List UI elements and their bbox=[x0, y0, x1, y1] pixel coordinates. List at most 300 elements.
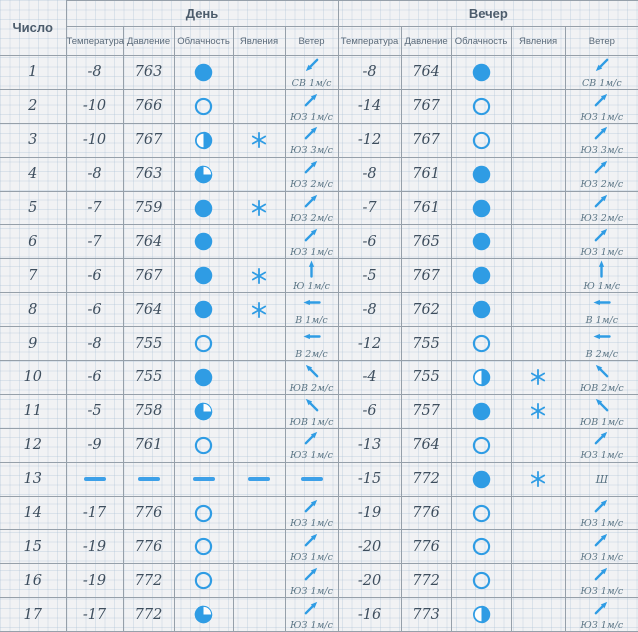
wind-arrow-icon bbox=[303, 124, 320, 141]
cloud-overcast-icon bbox=[471, 164, 492, 185]
day-temperature-cell: -19 bbox=[66, 530, 123, 564]
day-pressure-cell: 761 bbox=[123, 428, 174, 462]
evening-cloudiness-cell bbox=[451, 428, 511, 462]
wind-direction-label: ЮВ 1м/с bbox=[289, 416, 334, 428]
cloud-overcast-icon bbox=[471, 198, 492, 219]
wind-arrow-icon bbox=[303, 362, 320, 379]
evening-cloudiness-cell bbox=[451, 225, 511, 259]
day-wind-cell bbox=[285, 293, 338, 327]
evening-temperature-cell: -13 bbox=[338, 428, 401, 462]
wind-direction-label: ЮВ 2м/с bbox=[579, 382, 624, 394]
day-temperature-cell: -17 bbox=[66, 598, 123, 632]
evening-temperature-cell: -8 bbox=[338, 56, 401, 90]
cloud-overcast-icon bbox=[193, 265, 214, 286]
wind-direction-label: ЮЗ 1м/с bbox=[290, 111, 333, 123]
day-phenomena-cell bbox=[233, 225, 285, 259]
table-body bbox=[0, 56, 638, 632]
evening-pressure-cell: 764 bbox=[401, 428, 451, 462]
date-cell: 4 bbox=[0, 157, 66, 191]
evening-temperature-cell: -12 bbox=[338, 327, 401, 361]
day-pressure-cell: 766 bbox=[123, 89, 174, 123]
evening-phenomena-cell bbox=[511, 394, 565, 428]
cloud-clear-icon bbox=[193, 570, 214, 591]
wind-direction-label: ЮВ 2м/с bbox=[289, 382, 334, 394]
day-temperature-cell: -6 bbox=[66, 293, 123, 327]
wind-arrow-icon bbox=[300, 257, 324, 281]
evening-cloudiness-cell bbox=[451, 530, 511, 564]
wind-arrow-icon bbox=[303, 192, 320, 209]
day-cloudiness-cell bbox=[174, 394, 233, 428]
column-header-evening-wind: Ветер bbox=[565, 27, 638, 56]
day-phenomena-cell bbox=[233, 598, 285, 632]
day-wind-cell bbox=[285, 157, 338, 191]
day-wind-cell bbox=[285, 327, 338, 361]
cloud-overcast-icon bbox=[193, 299, 214, 320]
evening-temperature-cell: -8 bbox=[338, 293, 401, 327]
wind-direction-label: СВ 1м/с bbox=[581, 77, 622, 89]
wind-arrow-icon bbox=[593, 531, 610, 548]
day-wind-cell bbox=[285, 89, 338, 123]
cloud-overcast-icon bbox=[193, 367, 214, 388]
wind-arrow-icon bbox=[590, 290, 614, 314]
day-phenomena-cell bbox=[233, 530, 285, 564]
evening-wind-cell bbox=[565, 225, 638, 259]
day-wind-cell bbox=[285, 462, 338, 496]
evening-phenomena-cell bbox=[511, 191, 565, 225]
column-header-day-pressure: Давление bbox=[123, 27, 174, 56]
evening-phenomena-cell bbox=[511, 327, 565, 361]
snowfall-icon bbox=[529, 470, 547, 488]
evening-phenomena-cell bbox=[511, 259, 565, 293]
evening-temperature-cell: -5 bbox=[338, 259, 401, 293]
date-cell: 16 bbox=[0, 564, 66, 598]
table-row bbox=[0, 56, 638, 90]
day-cloudiness-cell bbox=[174, 259, 233, 293]
evening-temperature-cell: -20 bbox=[338, 564, 401, 598]
day-wind-cell bbox=[285, 496, 338, 530]
evening-pressure-cell: 772 bbox=[401, 564, 451, 598]
wind-arrow-icon bbox=[303, 57, 320, 74]
evening-pressure-cell: 767 bbox=[401, 89, 451, 123]
wind-arrow-icon bbox=[303, 531, 320, 548]
date-cell: 9 bbox=[0, 327, 66, 361]
wind-arrow-icon bbox=[593, 599, 610, 616]
cloud-clear-icon bbox=[193, 435, 214, 456]
evening-temperature-cell: -6 bbox=[338, 225, 401, 259]
day-cloudiness-cell bbox=[174, 462, 233, 496]
day-wind-cell bbox=[285, 598, 338, 632]
wind-arrow-icon bbox=[303, 429, 320, 446]
snowfall-icon bbox=[529, 402, 547, 420]
evening-pressure-cell: 773 bbox=[401, 598, 451, 632]
day-phenomena-cell bbox=[233, 361, 285, 395]
day-temperature-cell: -6 bbox=[66, 259, 123, 293]
day-temperature-cell: -5 bbox=[66, 394, 123, 428]
table-row bbox=[0, 462, 638, 496]
day-wind-cell bbox=[285, 428, 338, 462]
cloud-clear-icon bbox=[193, 536, 214, 557]
day-phenomena-cell bbox=[233, 428, 285, 462]
day-phenomena-cell bbox=[233, 496, 285, 530]
evening-phenomena-cell bbox=[511, 157, 565, 191]
wind-direction-label: ЮЗ 1м/с bbox=[580, 552, 624, 564]
evening-wind-cell bbox=[565, 496, 638, 530]
evening-cloudiness-cell bbox=[451, 496, 511, 530]
day-temperature-cell: -19 bbox=[66, 564, 123, 598]
evening-pressure-cell: 776 bbox=[401, 496, 451, 530]
wind-direction-label: ЮЗ 1м/с bbox=[580, 450, 624, 462]
table-row bbox=[0, 157, 638, 191]
day-cloudiness-cell bbox=[174, 598, 233, 632]
column-header-day-wind: Ветер bbox=[285, 27, 338, 56]
evening-cloudiness-cell bbox=[451, 89, 511, 123]
wind-arrow-icon bbox=[300, 324, 324, 348]
cloud-clear-icon bbox=[471, 570, 492, 591]
day-wind-cell bbox=[285, 225, 338, 259]
cloud-overcast-icon bbox=[193, 231, 214, 252]
evening-temperature-cell: -6 bbox=[338, 394, 401, 428]
cloud-mostly-icon bbox=[193, 604, 214, 625]
wind-direction-label: СВ 1м/с bbox=[291, 77, 332, 89]
day-temperature-cell: -8 bbox=[66, 157, 123, 191]
wind-direction-label: ЮЗ 2м/с bbox=[580, 213, 624, 225]
date-cell: 11 bbox=[0, 394, 66, 428]
evening-cloudiness-cell bbox=[451, 157, 511, 191]
cloud-clear-icon bbox=[471, 333, 492, 354]
day-phenomena-cell bbox=[233, 123, 285, 157]
date-cell: 15 bbox=[0, 530, 66, 564]
wind-arrow-icon bbox=[593, 396, 610, 413]
table-row bbox=[0, 394, 638, 428]
wind-direction-label: ЮЗ 1м/с bbox=[580, 518, 624, 530]
evening-wind-cell bbox=[565, 259, 638, 293]
column-header-evening-pressure: Давление bbox=[401, 27, 451, 56]
evening-cloudiness-cell bbox=[451, 259, 511, 293]
day-temperature-cell: -10 bbox=[66, 123, 123, 157]
evening-cloudiness-cell bbox=[451, 462, 511, 496]
day-phenomena-cell bbox=[233, 89, 285, 123]
date-cell: 13 bbox=[0, 462, 66, 496]
wind-direction-label: Ю 1м/с bbox=[293, 281, 330, 293]
wind-direction-label: ЮЗ 1м/с bbox=[580, 619, 624, 631]
day-pressure-cell: 764 bbox=[123, 293, 174, 327]
cloud-overcast-icon bbox=[193, 62, 214, 83]
day-temperature-cell: -9 bbox=[66, 428, 123, 462]
day-cloudiness-cell bbox=[174, 89, 233, 123]
evening-cloudiness-cell bbox=[451, 598, 511, 632]
wind-direction-label: ЮЗ 1м/с bbox=[290, 247, 333, 259]
evening-pressure-cell: 755 bbox=[401, 361, 451, 395]
snowfall-icon bbox=[250, 199, 268, 217]
day-cloudiness-cell bbox=[174, 56, 233, 90]
day-cloudiness-cell bbox=[174, 123, 233, 157]
evening-wind-cell bbox=[565, 157, 638, 191]
table-row bbox=[0, 89, 638, 123]
evening-temperature-cell: -16 bbox=[338, 598, 401, 632]
no-data-dash-icon bbox=[301, 477, 323, 481]
day-cloudiness-cell bbox=[174, 191, 233, 225]
day-temperature-cell: -8 bbox=[66, 327, 123, 361]
day-cloudiness-cell bbox=[174, 327, 233, 361]
cloud-overcast-icon bbox=[471, 469, 492, 490]
evening-temperature-cell: -15 bbox=[338, 462, 401, 496]
evening-temperature-cell: -20 bbox=[338, 530, 401, 564]
evening-pressure-cell: 761 bbox=[401, 191, 451, 225]
table-header bbox=[0, 1, 638, 56]
day-wind-cell bbox=[285, 123, 338, 157]
evening-temperature-cell: -8 bbox=[338, 157, 401, 191]
wind-direction-label: В 1м/с bbox=[585, 314, 619, 326]
date-cell: 17 bbox=[0, 598, 66, 632]
wind-arrow-icon bbox=[593, 226, 610, 243]
wind-direction-label: В 2м/с bbox=[295, 348, 328, 360]
no-data-dash-icon bbox=[138, 477, 160, 481]
cloud-clear-icon bbox=[471, 130, 492, 151]
date-cell: 12 bbox=[0, 428, 66, 462]
wind-arrow-icon bbox=[593, 362, 610, 379]
evening-phenomena-cell bbox=[511, 225, 565, 259]
day-pressure-cell: 755 bbox=[123, 361, 174, 395]
cloud-overcast-icon bbox=[471, 401, 492, 422]
wind-direction-label: ЮЗ 3м/с bbox=[580, 145, 624, 157]
cloud-mostly-icon bbox=[193, 401, 214, 422]
wind-arrow-icon bbox=[590, 257, 614, 281]
snowfall-icon bbox=[250, 301, 268, 319]
evening-wind-cell bbox=[565, 564, 638, 598]
cloud-half-icon bbox=[471, 604, 492, 625]
evening-wind-cell bbox=[565, 428, 638, 462]
day-cloudiness-cell bbox=[174, 157, 233, 191]
wind-direction-label: ЮЗ 1м/с bbox=[290, 552, 333, 564]
column-header-date: Число bbox=[0, 1, 66, 56]
no-data-dash-icon bbox=[84, 477, 106, 481]
day-wind-cell bbox=[285, 259, 338, 293]
table-row bbox=[0, 428, 638, 462]
evening-wind-cell bbox=[565, 89, 638, 123]
wind-direction-label: ЮЗ 1м/с bbox=[580, 586, 624, 598]
snowfall-icon bbox=[250, 267, 268, 285]
cloud-clear-icon bbox=[471, 536, 492, 557]
day-pressure-cell: 755 bbox=[123, 327, 174, 361]
day-cloudiness-cell bbox=[174, 361, 233, 395]
cloud-overcast-icon bbox=[471, 231, 492, 252]
wind-direction-label: Ю 1м/с bbox=[583, 281, 621, 293]
evening-wind-cell bbox=[565, 462, 638, 496]
cloud-overcast-icon bbox=[471, 299, 492, 320]
cloud-overcast-icon bbox=[471, 62, 492, 83]
evening-pressure-cell: 776 bbox=[401, 530, 451, 564]
column-header-evening-cloudiness: Облачность bbox=[451, 27, 511, 56]
evening-phenomena-cell bbox=[511, 123, 565, 157]
wind-direction-label: ЮЗ 3м/с bbox=[290, 145, 333, 157]
wind-direction-label: ЮВ 1м/с bbox=[579, 416, 624, 428]
table-row bbox=[0, 123, 638, 157]
day-phenomena-cell bbox=[233, 293, 285, 327]
evening-phenomena-cell bbox=[511, 89, 565, 123]
evening-phenomena-cell bbox=[511, 564, 565, 598]
table-row bbox=[0, 530, 638, 564]
wind-arrow-icon bbox=[303, 226, 320, 243]
cloud-half-icon bbox=[471, 367, 492, 388]
day-temperature-cell: -7 bbox=[66, 225, 123, 259]
evening-cloudiness-cell bbox=[451, 327, 511, 361]
day-cloudiness-cell bbox=[174, 293, 233, 327]
table-row bbox=[0, 598, 638, 632]
day-pressure-cell: 759 bbox=[123, 191, 174, 225]
day-phenomena-cell bbox=[233, 394, 285, 428]
date-cell: 8 bbox=[0, 293, 66, 327]
group-header-day: День bbox=[66, 1, 338, 27]
evening-wind-cell bbox=[565, 394, 638, 428]
day-pressure-cell: 758 bbox=[123, 394, 174, 428]
evening-temperature-cell: -19 bbox=[338, 496, 401, 530]
cloud-mostly-icon bbox=[193, 164, 214, 185]
day-pressure-cell: 776 bbox=[123, 530, 174, 564]
date-cell: 1 bbox=[0, 56, 66, 90]
day-cloudiness-cell bbox=[174, 496, 233, 530]
wind-arrow-icon bbox=[593, 192, 610, 209]
column-header-day-temperature: Температура bbox=[66, 27, 123, 56]
day-wind-cell bbox=[285, 56, 338, 90]
group-header-evening: Вечер bbox=[338, 1, 638, 27]
day-pressure-cell: 764 bbox=[123, 225, 174, 259]
wind-arrow-icon bbox=[303, 91, 320, 108]
cloud-clear-icon bbox=[471, 503, 492, 524]
cloud-clear-icon bbox=[471, 96, 492, 117]
day-wind-cell bbox=[285, 564, 338, 598]
evening-pressure-cell: 761 bbox=[401, 157, 451, 191]
wind-direction-label: ЮЗ 1м/с bbox=[580, 247, 624, 259]
evening-wind-cell bbox=[565, 598, 638, 632]
wind-arrow-icon bbox=[300, 290, 324, 314]
cloud-clear-icon bbox=[193, 333, 214, 354]
wind-direction-label: В 1м/с bbox=[295, 314, 328, 326]
day-phenomena-cell bbox=[233, 191, 285, 225]
day-temperature-cell: -17 bbox=[66, 496, 123, 530]
wind-direction-label: ЮЗ 1м/с bbox=[290, 619, 333, 631]
wind-arrow-icon bbox=[593, 57, 610, 74]
table-row bbox=[0, 327, 638, 361]
day-cloudiness-cell bbox=[174, 225, 233, 259]
evening-wind-cell bbox=[565, 530, 638, 564]
day-pressure-cell: 763 bbox=[123, 56, 174, 90]
table-row bbox=[0, 225, 638, 259]
wind-direction-label: ЮЗ 2м/с bbox=[290, 179, 333, 191]
evening-wind-cell bbox=[565, 191, 638, 225]
wind-arrow-icon bbox=[593, 124, 610, 141]
evening-cloudiness-cell bbox=[451, 293, 511, 327]
day-phenomena-cell bbox=[233, 56, 285, 90]
wind-direction-label: ЮЗ 2м/с bbox=[290, 213, 333, 225]
evening-pressure-cell: 767 bbox=[401, 259, 451, 293]
wind-arrow-icon bbox=[303, 497, 320, 514]
no-data-dash-icon bbox=[248, 477, 270, 481]
evening-pressure-cell: 767 bbox=[401, 123, 451, 157]
wind-arrow-icon bbox=[593, 158, 610, 175]
cloud-overcast-icon bbox=[193, 198, 214, 219]
cloud-half-icon bbox=[193, 130, 214, 151]
snowfall-icon bbox=[529, 368, 547, 386]
column-header-day-cloudiness: Облачность bbox=[174, 27, 233, 56]
evening-wind-cell bbox=[565, 361, 638, 395]
date-cell: 5 bbox=[0, 191, 66, 225]
evening-wind-cell bbox=[565, 327, 638, 361]
cloud-clear-icon bbox=[193, 503, 214, 524]
no-data-dash-icon bbox=[193, 477, 215, 481]
wind-calm-label: Ш bbox=[595, 472, 609, 486]
evening-phenomena-cell bbox=[511, 496, 565, 530]
evening-pressure-cell: 772 bbox=[401, 462, 451, 496]
wind-arrow-icon bbox=[303, 565, 320, 582]
day-pressure-cell: 767 bbox=[123, 259, 174, 293]
day-cloudiness-cell bbox=[174, 564, 233, 598]
table-row bbox=[0, 293, 638, 327]
wind-direction-label: В 2м/с bbox=[585, 348, 619, 360]
evening-cloudiness-cell bbox=[451, 394, 511, 428]
column-header-evening-phenomena: Явления bbox=[511, 27, 565, 56]
evening-pressure-cell: 764 bbox=[401, 56, 451, 90]
day-wind-cell bbox=[285, 394, 338, 428]
day-temperature-cell bbox=[66, 462, 123, 496]
evening-cloudiness-cell bbox=[451, 564, 511, 598]
evening-pressure-cell: 762 bbox=[401, 293, 451, 327]
date-cell: 2 bbox=[0, 89, 66, 123]
day-cloudiness-cell bbox=[174, 428, 233, 462]
evening-phenomena-cell bbox=[511, 462, 565, 496]
day-wind-cell bbox=[285, 530, 338, 564]
wind-arrow-icon bbox=[593, 497, 610, 514]
evening-pressure-cell: 755 bbox=[401, 327, 451, 361]
cloud-clear-icon bbox=[193, 96, 214, 117]
day-pressure-cell bbox=[123, 462, 174, 496]
day-phenomena-cell bbox=[233, 157, 285, 191]
day-pressure-cell: 772 bbox=[123, 598, 174, 632]
evening-cloudiness-cell bbox=[451, 361, 511, 395]
date-cell: 3 bbox=[0, 123, 66, 157]
day-temperature-cell: -6 bbox=[66, 361, 123, 395]
wind-arrow-icon bbox=[590, 324, 614, 348]
evening-temperature-cell: -12 bbox=[338, 123, 401, 157]
day-phenomena-cell bbox=[233, 259, 285, 293]
day-temperature-cell: -7 bbox=[66, 191, 123, 225]
day-phenomena-cell bbox=[233, 564, 285, 598]
wind-arrow-icon bbox=[303, 599, 320, 616]
column-header-day-phenomena: Явления bbox=[233, 27, 285, 56]
cloud-clear-icon bbox=[471, 435, 492, 456]
evening-wind-cell bbox=[565, 123, 638, 157]
date-cell: 10 bbox=[0, 361, 66, 395]
evening-pressure-cell: 757 bbox=[401, 394, 451, 428]
wind-arrow-icon bbox=[593, 429, 610, 446]
snowfall-icon bbox=[250, 131, 268, 149]
evening-temperature-cell: -4 bbox=[338, 361, 401, 395]
day-pressure-cell: 763 bbox=[123, 157, 174, 191]
date-cell: 14 bbox=[0, 496, 66, 530]
wind-arrow-icon bbox=[593, 565, 610, 582]
day-cloudiness-cell bbox=[174, 530, 233, 564]
day-wind-cell bbox=[285, 191, 338, 225]
wind-arrow-icon bbox=[303, 158, 320, 175]
wind-direction-label: ЮЗ 2м/с bbox=[580, 179, 624, 191]
day-phenomena-cell bbox=[233, 327, 285, 361]
evening-phenomena-cell bbox=[511, 530, 565, 564]
day-wind-cell bbox=[285, 361, 338, 395]
evening-wind-cell bbox=[565, 56, 638, 90]
evening-cloudiness-cell bbox=[451, 123, 511, 157]
column-header-evening-temperature: Температура bbox=[338, 27, 401, 56]
evening-pressure-cell: 765 bbox=[401, 225, 451, 259]
table-row bbox=[0, 259, 638, 293]
